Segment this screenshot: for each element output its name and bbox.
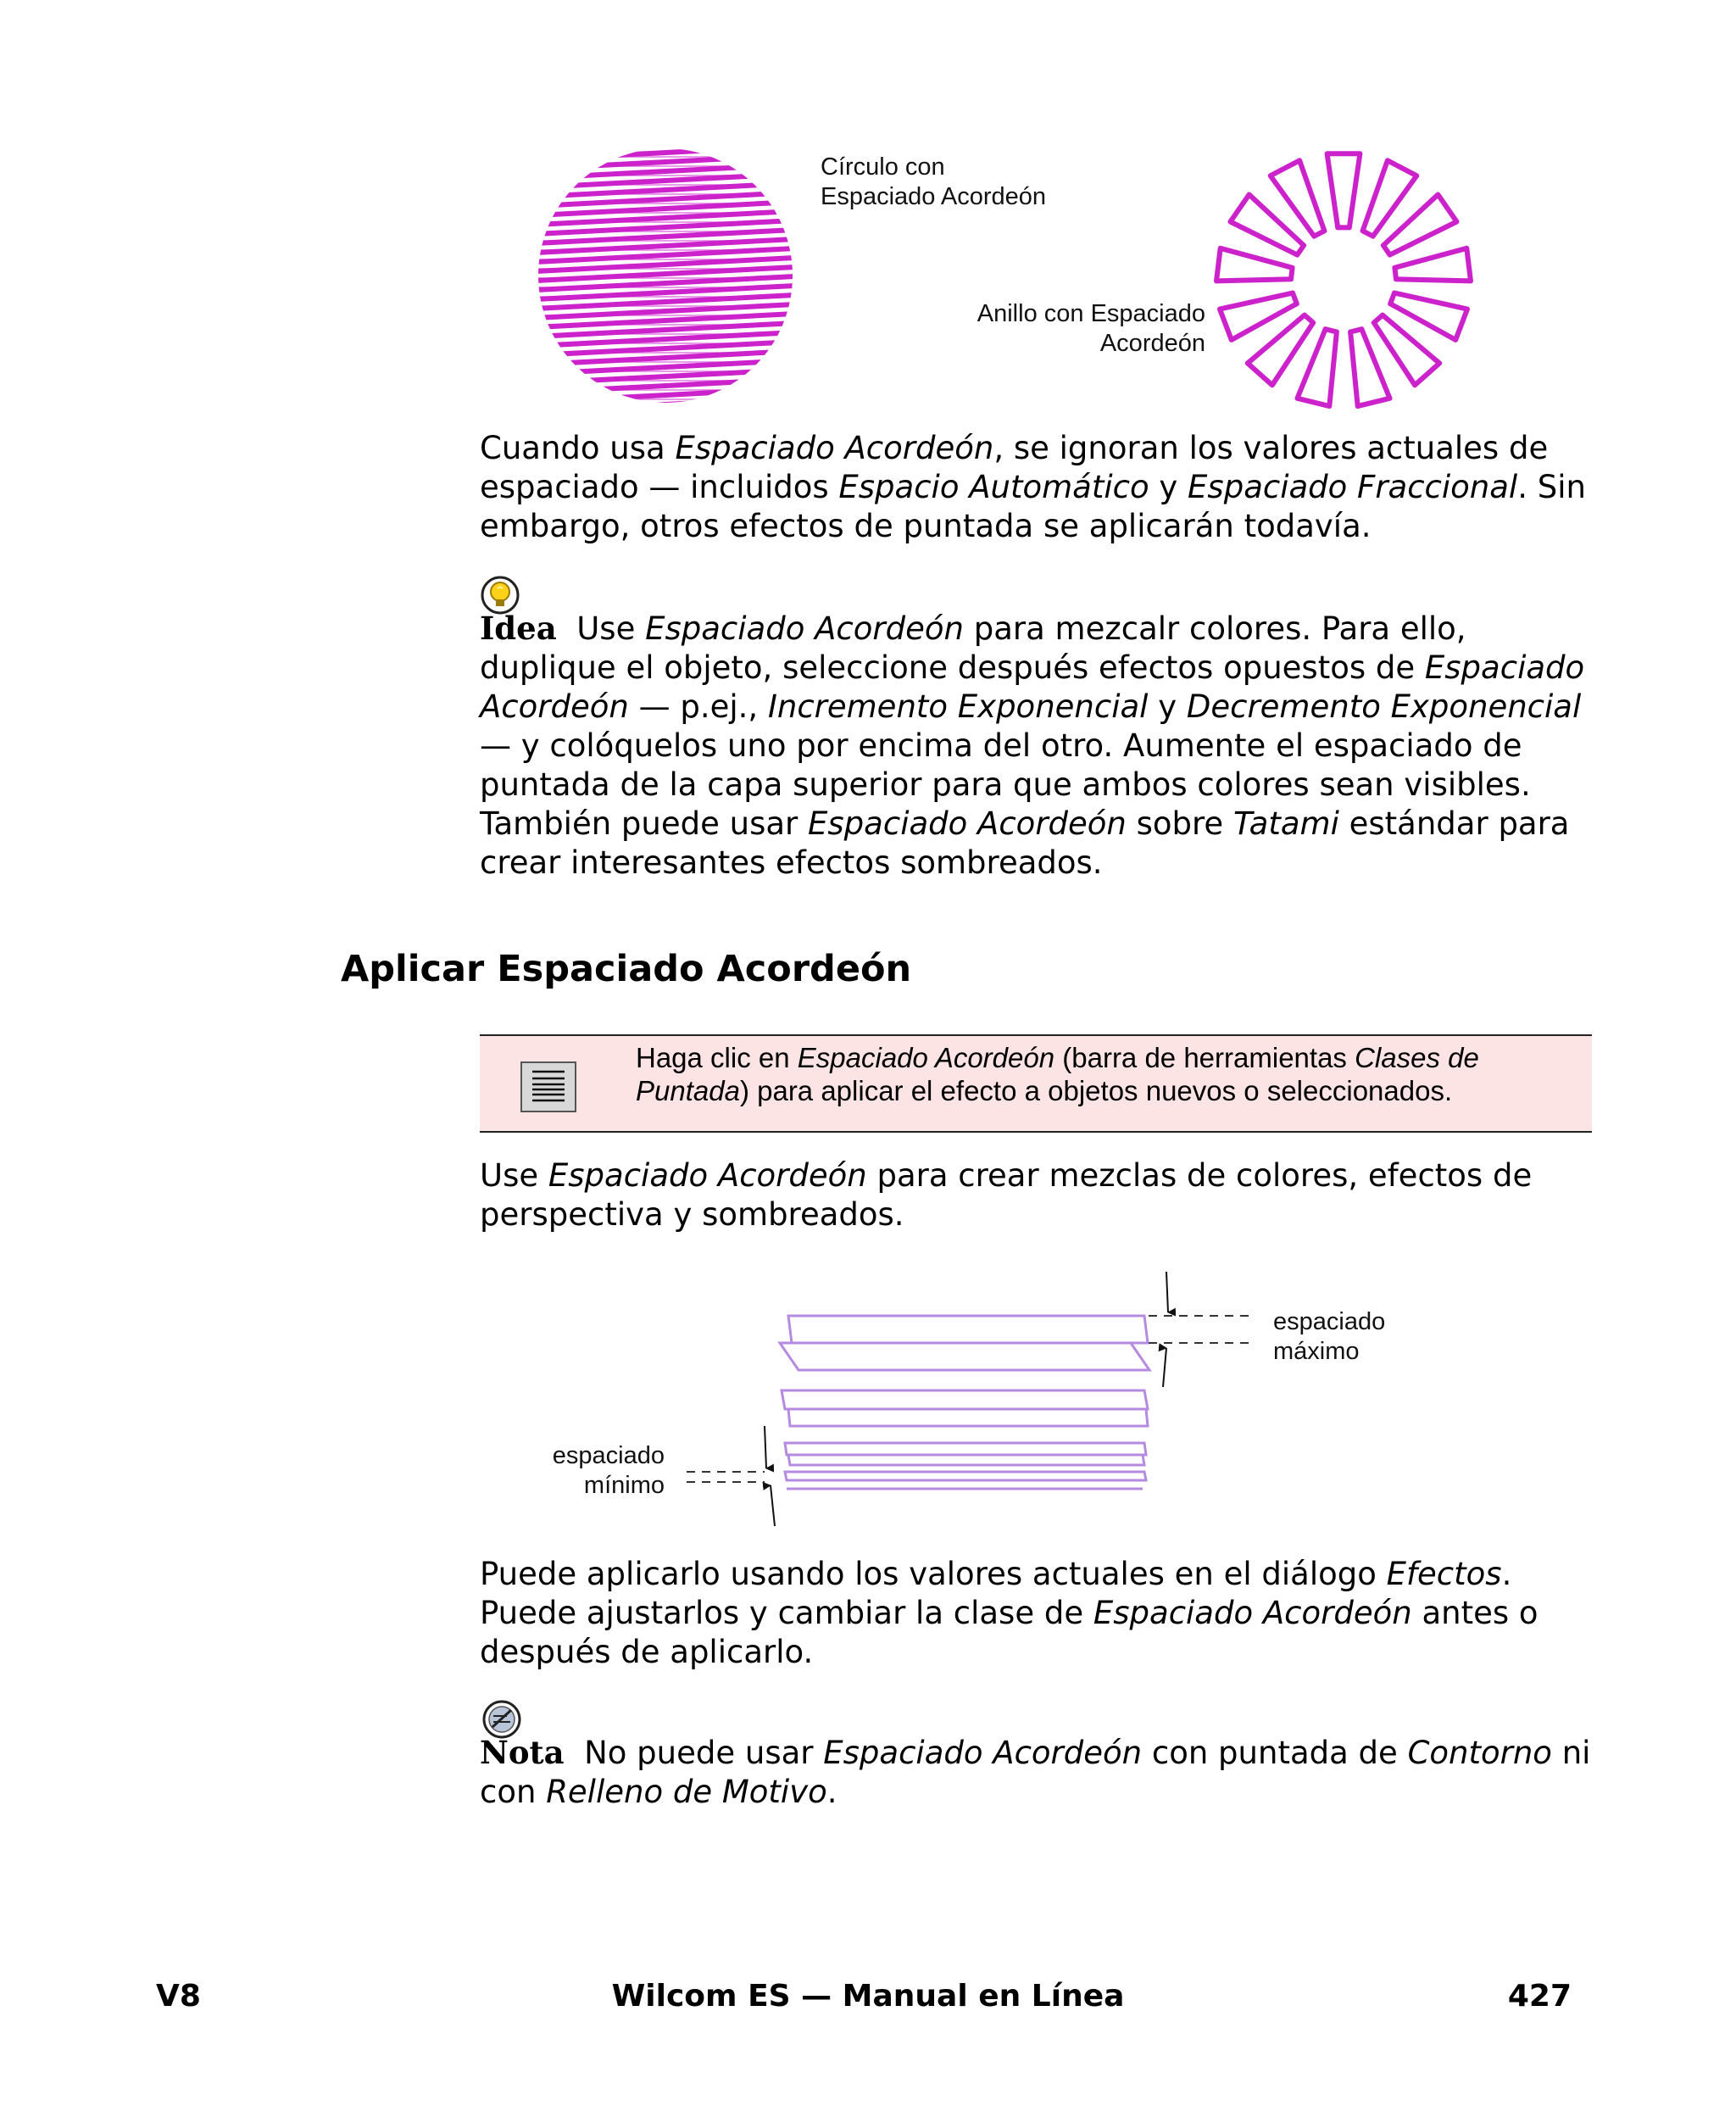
term: Espaciado Fraccional <box>1188 469 1518 505</box>
term: Contorno <box>1407 1735 1552 1771</box>
text: . <box>826 1774 837 1810</box>
term: Espaciado Acordeón <box>480 649 1585 725</box>
stitched-circle <box>526 140 805 420</box>
text: (barra de herramientas <box>1054 1042 1355 1073</box>
term: Relleno de Motivo <box>546 1774 827 1810</box>
term: Espaciado Acordeón <box>797 1042 1055 1073</box>
text: . Sin embargo, otros efectos de puntada se aplicarán todavía. <box>480 469 1586 544</box>
stitch-row-5 <box>785 1443 1146 1455</box>
min-spacing-label-line2: mínimo <box>583 1472 665 1499</box>
term: Espacio Automático <box>838 469 1149 505</box>
term: Decremento Exponencial <box>1186 688 1582 725</box>
ring-segment <box>1327 153 1360 227</box>
stitch-rows <box>780 1316 1149 1489</box>
text: y <box>1148 688 1187 725</box>
term: Espaciado Acordeón <box>808 805 1127 842</box>
stitch-row-1 <box>788 1316 1148 1343</box>
text: — p.ej., <box>628 688 768 725</box>
text: para mezcalr colores. Para ello, duplique el objeto, seleccione después efectos opuestos de <box>480 610 1466 686</box>
term: Incremento Exponencial <box>767 688 1149 725</box>
idea-label: Idea <box>480 610 557 647</box>
text: para crear mezclas de colores, efectos de perspectiva y sombreados. <box>480 1157 1533 1233</box>
max-arrow-down <box>1166 1272 1168 1312</box>
text: Use <box>480 1157 548 1194</box>
ring-label-line2: Acordeón <box>1099 330 1205 357</box>
idea-block <box>480 609 1599 883</box>
stitch-row-6 <box>788 1455 1144 1465</box>
circle-label-line2: Espaciado Acordeón <box>821 183 1047 210</box>
text: . Puede ajustarlos y cambiar la clase de <box>480 1556 1512 1631</box>
tool-tip-text <box>636 1041 1594 1107</box>
footer-page-number: 427 <box>1507 1979 1572 2014</box>
text: Puede aplicarlo usando los valores actuales en el diálogo <box>480 1556 1387 1592</box>
accordion-spacing-icon[interactable] <box>520 1061 576 1112</box>
text: ) para aplicar el efecto a objetos nuevos o seleccionados. <box>739 1075 1453 1106</box>
note-label: Nota <box>480 1734 565 1771</box>
footer-version: V8 <box>156 1979 201 2014</box>
text: estándar para crear interesantes efectos sombreados. <box>480 805 1570 881</box>
max-spacing-label-line2: máximo <box>1273 1338 1360 1365</box>
text: No puede usar <box>564 1735 824 1771</box>
paragraph-apply <box>480 1555 1599 1672</box>
footer-title: Wilcom ES — Manual en Línea <box>611 1979 1125 2014</box>
term: Espaciado Acordeón <box>823 1735 1143 1771</box>
term: Tatami <box>1232 805 1339 842</box>
text: Haga clic en <box>636 1042 798 1073</box>
text: Cuando usa <box>480 430 676 466</box>
stitch-row-3 <box>782 1390 1148 1409</box>
ring-label <box>932 299 1205 359</box>
min-arrow-down <box>765 1426 766 1468</box>
ring-label-line1: Anillo con Espaciado <box>976 300 1205 327</box>
circle-label-line1: Círculo con <box>821 153 945 181</box>
term: Espaciado Acordeón <box>1093 1595 1412 1631</box>
note-block <box>480 1733 1599 1812</box>
ring-segment <box>1216 248 1293 281</box>
paragraph-use <box>480 1156 1599 1234</box>
ring-segment <box>1394 248 1471 281</box>
stitch-row-7 <box>785 1472 1146 1480</box>
text: — y colóquelos uno por encima del otro. Aumente el espaciado de puntada de la capa superior para que ambos colores sean visibles. También puede usar <box>480 727 1531 842</box>
stitch-row-4 <box>788 1409 1148 1426</box>
term: Espaciado Acordeón <box>675 430 994 466</box>
min-spacing-label-line1: espaciado <box>552 1442 665 1469</box>
text: sobre <box>1126 805 1233 842</box>
text: con puntada de <box>1142 1735 1408 1771</box>
text: ni con <box>480 1735 1591 1810</box>
text: antes o después de aplicarlo. <box>480 1595 1538 1670</box>
min-arrow-up <box>771 1485 775 1526</box>
text: Use <box>556 610 646 647</box>
term: Espaciado Acordeón <box>645 610 964 647</box>
term: Clases de Puntada <box>636 1042 1479 1106</box>
stitch-row-2 <box>780 1343 1149 1370</box>
section-heading: Aplicar Espaciado Acordeón <box>341 948 912 990</box>
min-spacing-label <box>526 1441 665 1501</box>
circle-label <box>821 153 1046 212</box>
term: Espaciado Acordeón <box>548 1157 867 1194</box>
paragraph-intro <box>480 429 1599 546</box>
max-spacing-label-line1: espaciado <box>1273 1308 1386 1335</box>
spacing-diagram <box>661 1263 1305 1543</box>
term: Efectos <box>1386 1556 1502 1592</box>
max-arrow-up <box>1163 1348 1166 1387</box>
text: , se ignoran los valores actuales de espaciado — incluidos <box>480 430 1549 505</box>
accordion-lines-icon <box>522 1063 575 1111</box>
text: y <box>1149 469 1188 505</box>
stitched-ring <box>1208 144 1479 415</box>
max-spacing-label <box>1273 1307 1385 1367</box>
